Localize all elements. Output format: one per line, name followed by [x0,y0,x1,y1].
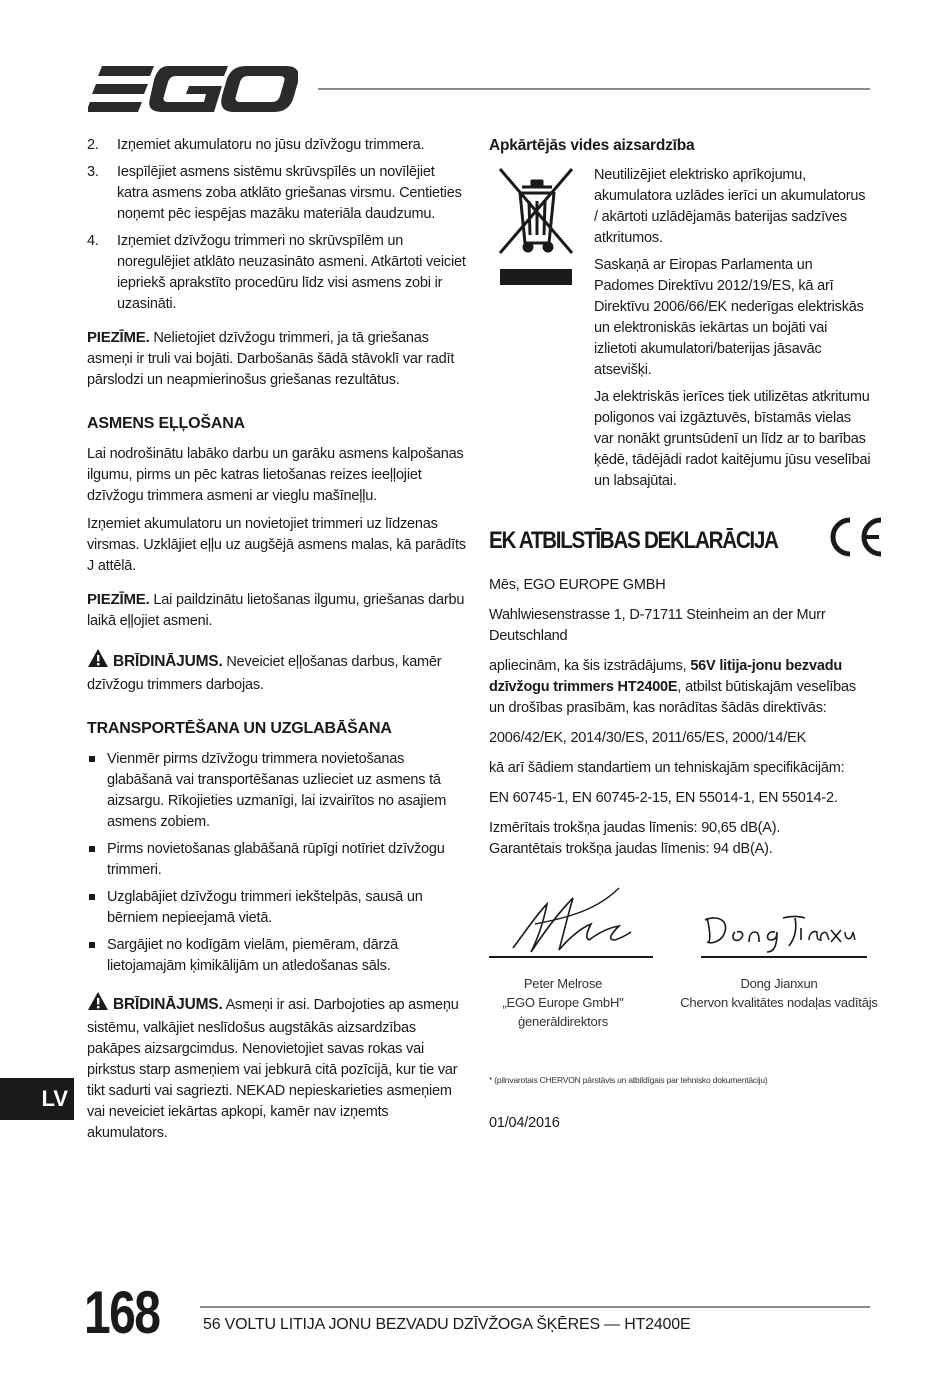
note-paragraph: PIEZĪME. Nelietojiet dzīvžogu trimmeri, ja tā griešanas asmeņi ir truli vai bojāti. Darbošanās šādā stāvoklī var radīt pārslodzi un neapmierinošus griešanas rezultātus. [87,329,455,388]
paragraph: Saskaņā ar Eiropas Parlamenta un Padomes Direktīvu 2012/19/ES, kā arī Direktīvu 2006/66/EK nederīgas elektriskās un elektroniskās iekārtas un bojāti vai izlietoti akumulatori/baterijas jāsavāc atsevišķi. [594,257,864,378]
declaration-body [489,575,871,860]
footer-title: 56 VOLTU LITIJA JONU BEZVADU DZĪVŽOGA ŠĶĒRES — HT2400E [203,1316,691,1333]
section-heading-lubrication: ASMENS EĻĻOŠANA [87,415,245,432]
footnote: * (pilnvarotais CHERVON pārstāvis un atbildīgais par tehnisko dokumentāciju) [489,1075,768,1085]
directives-line: 2006/42/EK, 2014/30/ES, 2011/65/ES, 2000/14/EK [489,730,807,746]
list-item: 4. Izņemiet dzīvžogu trimmeri no skrūvspīlēm un noregulējiet atklāto neuzasināto asmeni. Atkārtoti veiciet iepriekš aprakstīto procedūru līdz visi asmens zobi ir uzasināti. [87,233,466,312]
note-paragraph: PIEZĪME. Lai paildzinātu lietošanas ilgumu, griešanas darbu laikā eļļojiet asmeni. [87,591,465,629]
warning-paragraph: BRĪDINĀJUMS. Neveiciet eļļošanas darbus, kamēr dzīvžogu trimmers darbojas. [87,648,467,696]
section-heading-transport: TRANSPORTĒŠANA UN UZGLABĀŠANA [87,720,392,737]
paragraph: Neutilizējiet elektrisko aprīkojumu, akumulatora uzlādes ierīci un akumulatorus / akārtoti uzlādējamās baterijas sadzīves atkritumos. [594,167,866,246]
declaration-header [489,516,871,565]
list-item: 2. Izņemiet akumulatoru no jūsu dzīvžogu trimmera. [87,137,425,153]
paragraph: Ja elektriskās ierīces tiek utilizētas atkritumu poligonos vai izgāztuvēs, bīstamās vielas var nonākt gruntsūdenī un līdz ar to barības ķēdē, tādējādi radot kaitējumu jūsu veselībai un labsajūtai. [594,389,871,489]
left-column [87,135,467,1151]
ego-logo [88,64,298,114]
page-number: 168 [84,1279,160,1346]
right-column [489,135,878,1134]
standards-intro: kā arī šādiem standartiem un tehniskajām specifikācijām: [489,760,845,776]
footer-rule [200,1306,870,1308]
warning-triangle-icon [87,991,109,1018]
list-item: 3. Iespīlējiet asmens sistēmu skrūvspīlēs un novīlējiet katra asmens zoba atklāto griešanas virsmu. Centieties noņemt pēc iespējas mazāku materiāla daudzumu. [87,164,462,222]
standards-line: EN 60745-1, EN 60745-2-15, EN 55014-1, EN 55014-2. [489,790,838,806]
noise-guaranteed: Garantētais trokšņa jaudas līmenis: 94 dB(A). [489,841,773,857]
signature-melrose [507,884,637,966]
signature-line-left [489,956,653,958]
transport-bullets [87,749,467,977]
confirmation-paragraph: apliecinām, ka šis izstrādājums, 56V litija-jonu bezvadu dzīvžogu trimmers HT2400E, atbilst būtiskajām veselības un drošības prasībām, kas norādītas šādās direktīvās: [489,658,856,716]
paragraph: Izņemiet akumulatoru un novietojiet trimmeri uz līdzenas virsmas. Uzklājiet eļļu uz augšējā asmens malas, kā parādīts J attēlā. [87,516,466,574]
header-rule [318,88,870,90]
sharpening-steps [87,135,467,315]
env-heading: Apkārtējās vides aizsardzība [489,137,695,154]
warning-paragraph: BRĪDINĀJUMS. Asmeņi ir asi. Darbojoties ap asmeņu sistēmu, valkājiet neslīdošus augstākās aizsardzības pakāpes aizsargcimdus. Nenovietojiet savas rokas vai pirkstus starp asmeņiem vai jebkurā citā pozīcijā, kur tie var tikt sadurti vai sagriezti. NEKAD nepieskarieties asmeņiem vai neveiciet iekārtas apkopi, kamēr nav izņemts akumulators. [87,991,467,1144]
language-tab: LV [0,1078,74,1120]
warning-triangle-icon [87,648,109,675]
signatory-right: Dong Jianxun Chervon kvalitātes nodaļas vadītājs [680,976,878,1010]
signature-area [489,896,878,1066]
signature-dong [701,906,861,963]
noise-measured: Izmērītais trokšņa jaudas līmenis: 90,65 dB(A). [489,820,781,836]
weee-crossed-bin-icon [492,165,586,498]
list-item: Pirms novietošanas glabāšanā rūpīgi notīriet dzīvžogu trimmeri. [87,839,467,881]
ce-mark-icon [825,516,885,565]
declaration-title: EK ATBILSTĪBAS DEKLARĀCIJA [489,527,778,554]
address-line: Wahlwiesenstrasse 1, D-71711 Steinheim an der Murr Deutschland [489,607,826,644]
signature-line-right [701,956,867,958]
declaration-date: 01/04/2016 [489,1115,560,1131]
paragraph: Lai nodrošinātu labāko darbu un garāku asmens kalpošanas ilgumu, pirms un pēc katras lietošanas reizes ieeļļojiet dzīvžogu trimmera asmeni ar vieglu mašīneļļu. [87,446,464,504]
company-line: Mēs, EGO EUROPE GMBH [489,577,666,593]
list-item: Uzglabājiet dzīvžogu trimmeri iekštelpās, sausā un bērniem nepieejamā vietā. [87,887,467,929]
env-text [586,165,871,498]
list-item: Vienmēr pirms dzīvžogu trimmera novietošanas glabāšanā vai transportēšanas uzlieciet uz asmens tā aizsargu. Rīkojieties uzmanīgi, lai izvairītos no asajiem asmens zobiem. [87,749,467,833]
list-item: Sargājiet no kodīgām vielām, piemēram, dārzā lietojamajām ķimikālijām un atledošanas sāls. [87,935,467,977]
signatory-left: Peter Melrose „EGO Europe GmbH" ģenerāldirektors [502,976,624,1029]
env-block [489,165,871,498]
